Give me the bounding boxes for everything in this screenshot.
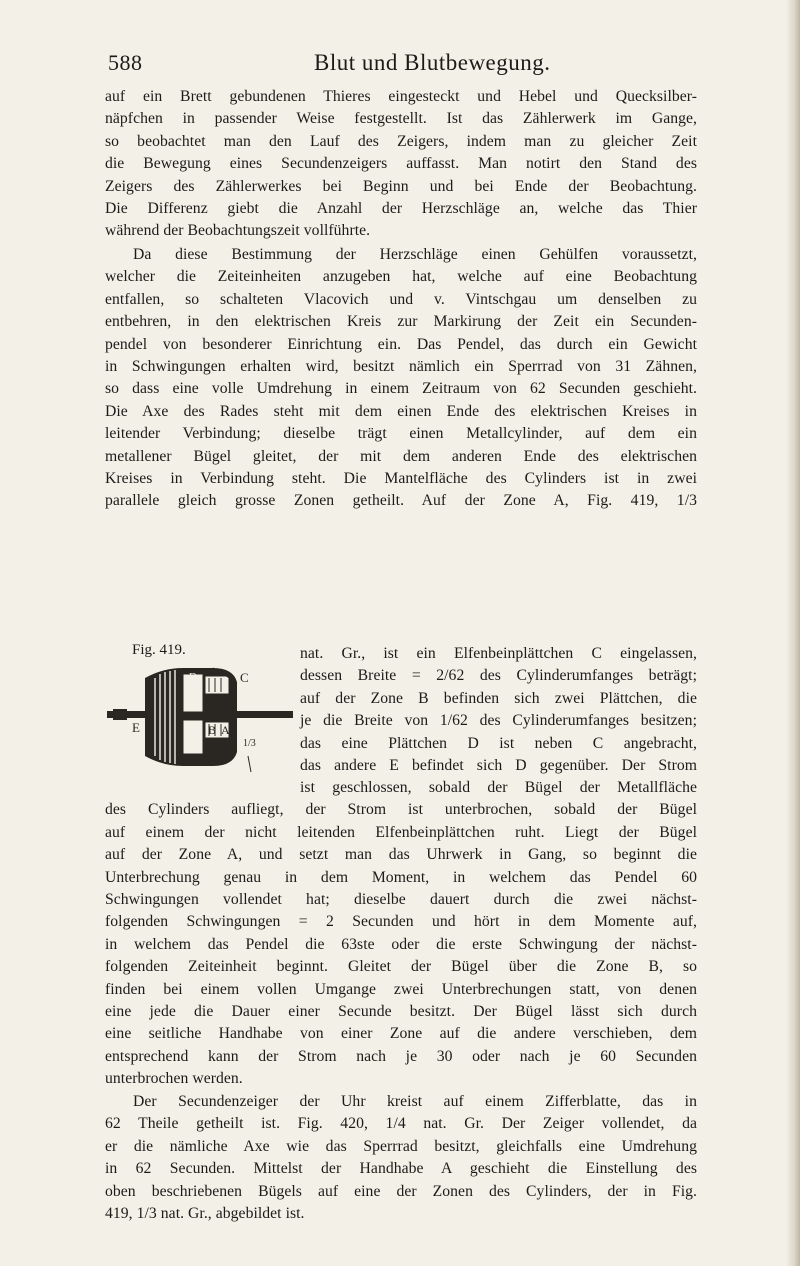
figure-side-text <box>300 643 697 777</box>
letter-c: C <box>240 670 249 685</box>
page-header <box>108 50 698 82</box>
paragraph-1 <box>105 86 697 243</box>
text-line: des Cylinders aufliegt, der Strom ist unterbrochen, sobald der Bügel <box>105 801 697 819</box>
letter-b: B <box>208 723 217 737</box>
text-line: in welchem das Pendel die 63ste oder die erste Schwingung der nächst- <box>105 935 697 953</box>
text-line: je die Breite von 1/62 des Cylinderumfanges besitzen; <box>300 712 697 730</box>
cylinder-illustration <box>105 664 295 784</box>
text-line: welcher die Zeiteinheiten anzugeben hat, welche auf eine Beobachtung <box>105 268 697 286</box>
text-line: metallener Bügel gleitet, der mit dem anderen Ende des elektrischen <box>105 447 697 465</box>
text-line: Da diese Bestimmung der Herzschläge einen Gehülfen voraussetzt, <box>133 246 697 263</box>
text-line: Schwingungen vollendet hat; dieselbe dauert durch die zwei nächst- <box>105 891 697 909</box>
text-line: Unterbrechung genau in dem Moment, in welchem das Pendel 60 <box>105 868 697 886</box>
text-line: 419, 1/3 nat. Gr., abgebildet ist. <box>105 1205 305 1223</box>
text-line: unterbrochen werden. <box>105 1070 243 1088</box>
text-line: ist geschlossen, sobald der Bügel der Metallfläche <box>300 779 697 796</box>
text-line: Die Differenz giebt die Anzahl der Herzschläge an, welche das Thier <box>105 200 697 218</box>
text-line: das eine Plättchen D ist neben C angebracht, <box>300 734 697 752</box>
text-line: die Bewegung eines Secundenzeigers auffasst. Man notirt den Stand des <box>105 155 697 173</box>
text-line: entbehren, in den elektrischen Kreis zur Markirung der Zeit ein Secunden- <box>105 313 697 331</box>
paragraph-3 <box>105 777 697 1091</box>
figure-419 <box>105 642 295 792</box>
text-line: in Schwingungen erhalten wird, besitzt nämlich ein Sperrrad von 31 Zähnen, <box>105 358 697 376</box>
text-line: dessen Breite = 2/62 des Cylinderumfanges beträgt; <box>300 667 697 685</box>
text-line: leitender Verbindung; dieselbe trägt einen Metallcylinder, auf dem ein <box>105 425 697 443</box>
text-line: folgenden Zeiteinheit beginnt. Gleitet der Bügel über die Zone B, so <box>105 958 697 976</box>
text-line: das andere E befindet sich D gegenüber. Der Strom <box>300 757 697 775</box>
text-line: entsprechend kann der Strom nach je 30 oder nach je 60 Secunden <box>105 1047 697 1065</box>
text-line: folgenden Schwingungen = 2 Secunden und hört in dem Momente auf, <box>105 913 697 931</box>
running-title: Blut und Blutbewegung. <box>314 50 551 75</box>
text-line: so beobachtet man den Lauf des Zeigers, indem man zu gleicher Zeit <box>105 132 697 150</box>
text-line: nat. Gr., ist ein Elfenbeinplättchen C eingelassen, <box>300 645 697 662</box>
text-line: Die Axe des Rades steht mit dem einen Ende des elektrischen Kreises in <box>105 402 697 420</box>
text-line: pendel von besonderer Einrichtung ein. Das Pendel, das durch ein Gewicht <box>105 335 697 353</box>
page-number: 588 <box>108 50 143 75</box>
text-line: finden bei einem vollen Umgange zwei Unterbrechungen statt, von denen <box>105 980 697 998</box>
text-line: auf der Zone A, und setzt man das Uhrwerk in Gang, so beginnt die <box>105 846 697 864</box>
text-line: auf der Zone B befinden sich zwei Plättchen, die <box>300 689 697 707</box>
text-line: während der Beobachtungszeit vollführte. <box>105 222 371 240</box>
text-line: eine jede die Dauer einer Secunde besitzt. Der Bügel lässt sich durch <box>105 1003 697 1021</box>
text-line: Der Secundenzeiger der Uhr kreist auf einem Zifferblatte, das in <box>133 1093 697 1110</box>
page-edge-shadow <box>786 0 800 1266</box>
text-line: er die nämliche Axe wie das Sperrrad besitzt, gleichfalls eine Umdrehung <box>105 1137 697 1155</box>
text-line: auf ein Brett gebundenen Thieres eingesteckt und Hebel und Quecksilber- <box>105 88 697 105</box>
text-line: 62 Theile getheilt ist. Fig. 420, 1/4 nat. Gr. Der Zeiger vollendet, da <box>105 1115 697 1133</box>
text-line: oben beschriebenen Bügels auf eine der Zonen des Cylinders, der in Fig. <box>105 1182 697 1200</box>
text-line: Kreises in Verbindung steht. Die Mantelfläche des Cylinders ist in zwei <box>105 470 697 488</box>
text-line: entfallen, so schalteten Vlacovich und v. Vintschgau um denselben zu <box>105 290 697 308</box>
text-line: eine seitliche Handhabe von einer Zone auf die andere verschieben, dem <box>105 1025 697 1043</box>
text-line: näpfchen in passender Weise festgestellt. Ist das Zählerwerk im Gange, <box>105 110 697 128</box>
text-line: auf einem der nicht leitenden Elfenbeinplättchen ruht. Liegt der Bügel <box>105 823 697 841</box>
paragraph-4 <box>105 1091 697 1225</box>
text-line: in 62 Secunden. Mittelst der Handhabe A geschieht die Einstellung des <box>105 1160 697 1178</box>
letter-a: A <box>221 723 230 737</box>
letter-d: D <box>189 671 197 683</box>
text-line: Zeigers des Zählerwerkes bei Beginn und bei Ende der Beobachtung. <box>105 177 697 195</box>
text-line: parallele gleich grosse Zonen getheilt. Auf der Zone A, Fig. 419, 1/3 <box>105 492 697 510</box>
text-line: so dass eine volle Umdrehung in einem Zeitraum von 62 Secunden geschieht. <box>105 380 697 398</box>
figure-label: Fig. 419. <box>132 642 186 658</box>
letter-e: E <box>132 720 140 735</box>
scale-label: 1/3 <box>243 738 256 749</box>
paragraph-2 <box>105 244 697 513</box>
